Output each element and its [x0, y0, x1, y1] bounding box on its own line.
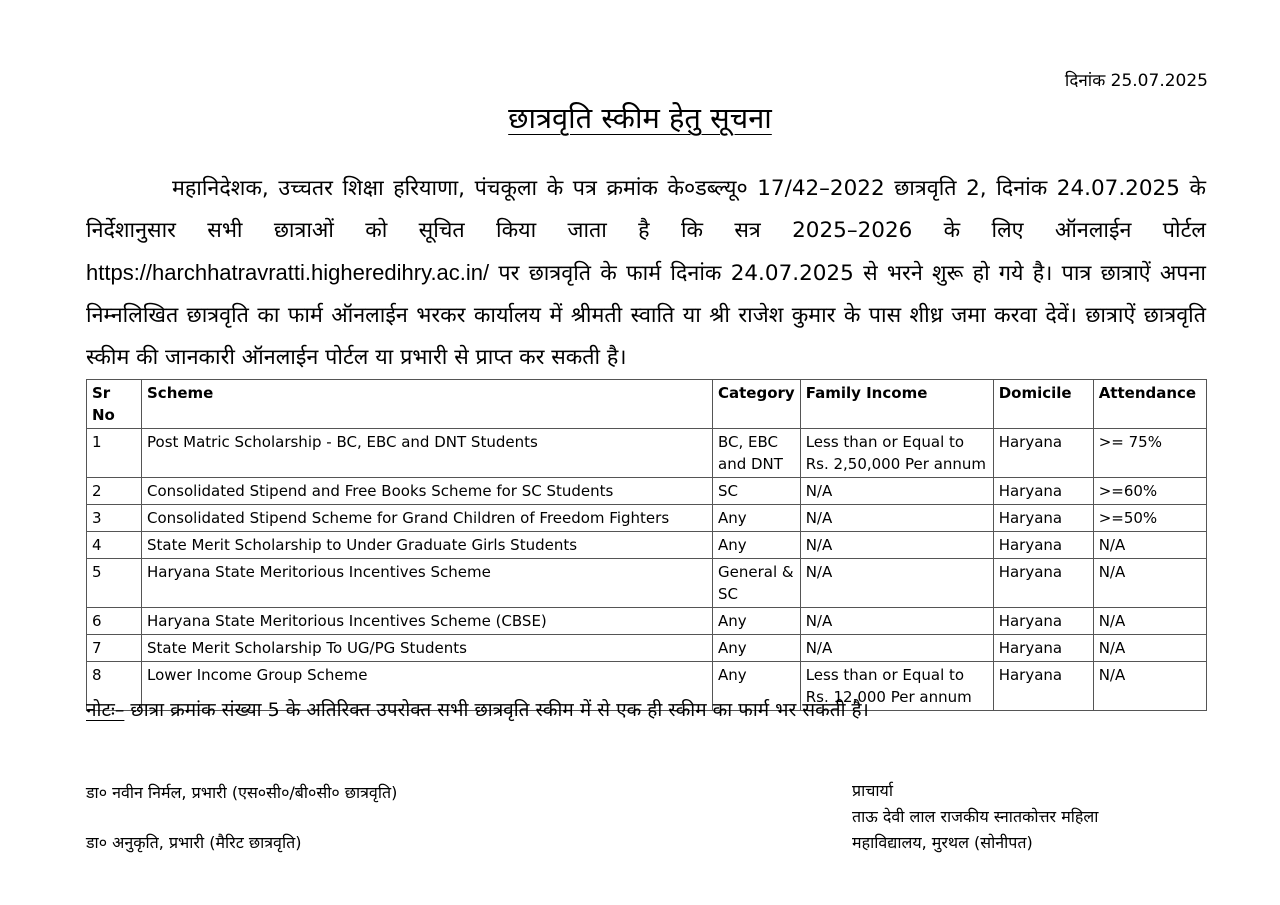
cell-attendance: N/A: [1093, 662, 1206, 711]
cell-category: SC: [713, 478, 801, 505]
signatory-merit-incharge: डा० अनुकृति, प्रभारी (मैरिट छात्रवृति): [86, 833, 302, 852]
cell-category: Any: [713, 662, 801, 711]
header-category: Category: [713, 380, 801, 429]
table-row: [87, 532, 1207, 559]
principal-signature-block: [852, 778, 1098, 856]
cell-scheme: State Merit Scholarship to Under Graduate Girls Students: [142, 532, 713, 559]
notice-title: [0, 98, 1280, 137]
table-row: [87, 505, 1207, 532]
paragraph-part2: पर छात्रवृति के फार्म दिनांक 24.07.2025 से भरने शुरू हो गये है। पात्र छात्राऐं अपना निम्नलिखित छात्रवृति का फार्म ऑनलाईन भरकर कार्यालय में श्रीमती स्वाति या श्री राजेश कुमार के पास शीध्र जमा करवा देवें। छात्राऐं छात्रवृति स्कीम की जानकारी ऑनलाईन पोर्टल या प्रभारी से प्राप्त कर सकती है।: [86, 261, 1206, 370]
cell-sr: 3: [87, 505, 142, 532]
cell-income: N/A: [800, 635, 993, 662]
cell-attendance: N/A: [1093, 635, 1206, 662]
cell-category: Any: [713, 505, 801, 532]
cell-domicile: Haryana: [993, 478, 1093, 505]
header-sr-no: Sr No: [87, 380, 142, 429]
table-row: [87, 608, 1207, 635]
signatory-sc-bc-incharge: डा० नवीन निर्मल, प्रभारी (एस०सी०/बी०सी० छात्रवृति): [86, 783, 398, 802]
cell-category: Any: [713, 608, 801, 635]
cell-income: Less than or Equal to Rs. 2,50,000 Per annum: [800, 429, 993, 478]
cell-domicile: Haryana: [993, 635, 1093, 662]
cell-scheme: Lower Income Group Scheme: [142, 662, 713, 711]
cell-sr: 1: [87, 429, 142, 478]
principal-title: प्राचार्या: [852, 781, 893, 800]
table-row: [87, 429, 1207, 478]
cell-category: BC, EBC and DNT: [713, 429, 801, 478]
header-domicile: Domicile: [993, 380, 1093, 429]
notice-note: [86, 696, 869, 722]
cell-category: Any: [713, 635, 801, 662]
cell-domicile: Haryana: [993, 429, 1093, 478]
college-name-line1: ताऊ देवी लाल राजकीय स्नातकोत्तर महिला: [852, 807, 1099, 826]
cell-domicile: Haryana: [993, 608, 1093, 635]
cell-scheme: Post Matric Scholarship - BC, EBC and DNT Students: [142, 429, 713, 478]
scholarship-table: [86, 379, 1207, 711]
cell-sr: 6: [87, 608, 142, 635]
cell-attendance: >= 75%: [1093, 429, 1206, 478]
table-row: [87, 478, 1207, 505]
cell-attendance: >=60%: [1093, 478, 1206, 505]
cell-domicile: Haryana: [993, 559, 1093, 608]
note-text: छात्रा क्रमांक संख्या 5 के अतिरिक्त उपरोक्त सभी छात्रवृति स्कीम में से एक ही स्कीम का फार्म भर सकती है।: [124, 699, 869, 721]
cell-income: N/A: [800, 532, 993, 559]
cell-sr: 7: [87, 635, 142, 662]
cell-attendance: N/A: [1093, 532, 1206, 559]
cell-income: Less than or Equal to Rs. 12,000 Per annum: [800, 662, 993, 711]
cell-category: General & SC: [713, 559, 801, 608]
notice-title-text: छात्रवृति स्कीम हेतु सूचना: [508, 101, 772, 135]
cell-scheme: Consolidated Stipend Scheme for Grand Children of Freedom Fighters: [142, 505, 713, 532]
cell-sr: 8: [87, 662, 142, 711]
notice-date: दिनांक 25.07.2025: [1064, 71, 1208, 91]
table-header-row: [87, 380, 1207, 429]
cell-domicile: Haryana: [993, 532, 1093, 559]
portal-url: https://harchhatravratti.higheredihry.ac.in/: [86, 260, 490, 285]
cell-income: N/A: [800, 505, 993, 532]
paragraph-part1: महानिदेशक, उच्चतर शिक्षा हरियाणा, पंचकूला के पत्र क्रमांक के०डब्ल्यू० 17/42–2022 छात्रवृति 2, दिनांक 24.07.2025 के निर्देशानुसार सभी छात्राओं को सूचित किया जाता है कि सत्र 2025–2026 के लिए ऑनलाईन पोर्टल: [86, 176, 1206, 243]
header-family-income: Family Income: [800, 380, 993, 429]
cell-income: N/A: [800, 608, 993, 635]
cell-income: N/A: [800, 559, 993, 608]
cell-scheme: Consolidated Stipend and Free Books Scheme for SC Students: [142, 478, 713, 505]
cell-scheme: Haryana State Meritorious Incentives Scheme (CBSE): [142, 608, 713, 635]
cell-scheme: Haryana State Meritorious Incentives Scheme: [142, 559, 713, 608]
header-scheme: Scheme: [142, 380, 713, 429]
cell-sr: 2: [87, 478, 142, 505]
cell-domicile: Haryana: [993, 505, 1093, 532]
notice-paragraph: [86, 168, 1206, 379]
cell-income: N/A: [800, 478, 993, 505]
college-name-line2: महाविद्यालय, मुरथल (सोनीपत): [852, 833, 1033, 852]
cell-sr: 4: [87, 532, 142, 559]
table-row: [87, 559, 1207, 608]
note-label: नोटः–: [86, 699, 125, 721]
cell-category: Any: [713, 532, 801, 559]
cell-attendance: >=50%: [1093, 505, 1206, 532]
header-attendance: Attendance: [1093, 380, 1206, 429]
cell-domicile: Haryana: [993, 662, 1093, 711]
cell-sr: 5: [87, 559, 142, 608]
cell-attendance: N/A: [1093, 608, 1206, 635]
cell-scheme: State Merit Scholarship To UG/PG Students: [142, 635, 713, 662]
table-row: [87, 635, 1207, 662]
cell-attendance: N/A: [1093, 559, 1206, 608]
